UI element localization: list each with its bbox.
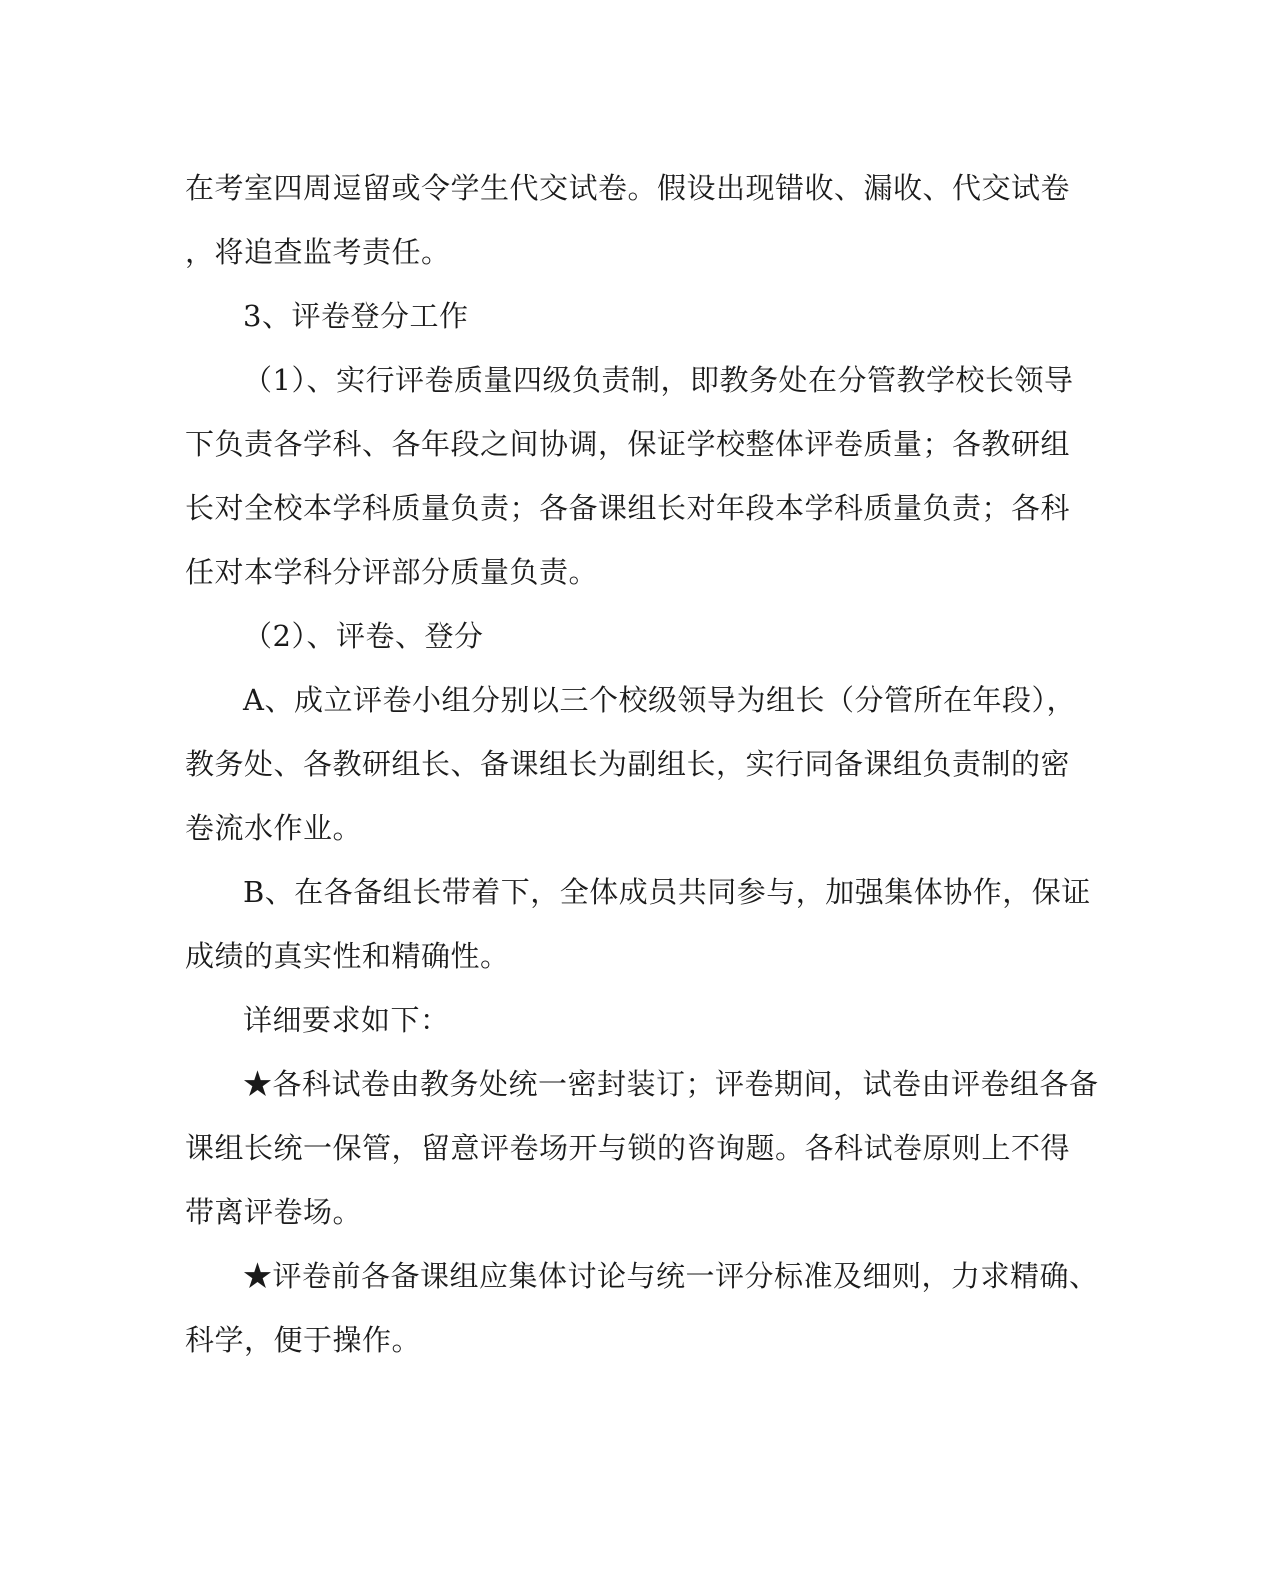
text-line: 详细要求如下： — [243, 1003, 450, 1037]
text-line: 卷流水作业。 — [185, 811, 363, 845]
text-line: 成绩的真实性和精确性。 — [185, 939, 510, 973]
text-line: 任对本学科分评部分质量负责。 — [185, 555, 599, 589]
bullet-line: ★各科试卷由教务处统一密封装订；评卷期间，试卷由评卷组各备 — [243, 1067, 1099, 1101]
text-line: 在考室四周逗留或令学生代交试卷。假设出现错收、漏收、代交试卷 — [185, 171, 1071, 205]
text-line: 带离评卷场。 — [185, 1195, 363, 1229]
section-heading: 3、评卷登分工作 — [243, 299, 469, 333]
text-line: 科学，便于操作。 — [185, 1323, 422, 1357]
text-line: A、成立评卷小组分别以三个校级领导为组长（分管所在年段）， — [243, 683, 1076, 717]
text-line: ，将追查监考责任。 — [185, 235, 451, 269]
text-line: 教务处、各教研组长、备课组长为副组长，实行同备课组负责制的密 — [185, 747, 1071, 781]
bullet-line: ★评卷前各备课组应集体讨论与统一评分标准及细则，力求精确、 — [243, 1259, 1099, 1293]
text-line: 长对全校本学科质量负责；各备课组长对年段本学科质量负责；各科 — [185, 491, 1071, 525]
text-line: （1）、实行评卷质量四级负责制，即教务处在分管教学校长领导 — [243, 363, 1074, 397]
text-line: 下负责各学科、各年段之间协调，保证学校整体评卷质量；各教研组 — [185, 427, 1071, 461]
text-line: B、在各备组长带着下，全体成员共同参与，加强集体协作，保证 — [243, 875, 1091, 909]
text-line: 课组长统一保管，留意评卷场开与锁的咨询题。各科试卷原则上不得 — [185, 1131, 1071, 1165]
subsection-heading: （2）、评卷、登分 — [243, 619, 484, 653]
